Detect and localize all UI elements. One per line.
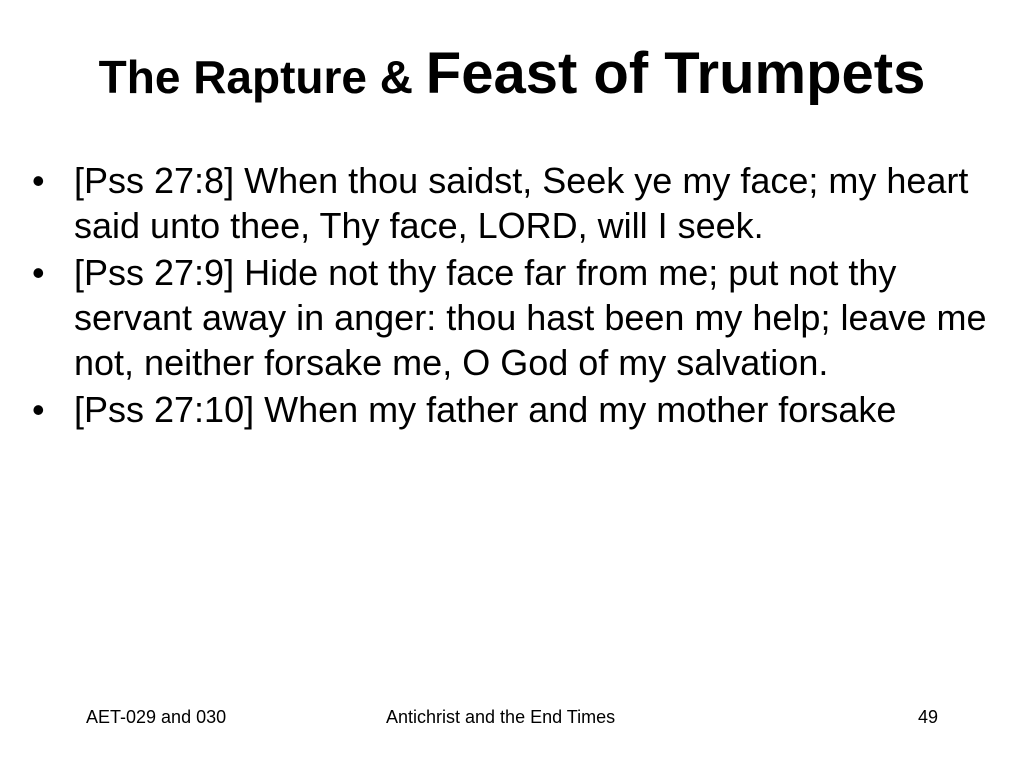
bullet-text: [Pss 27:9] Hide not thy face far from me; put not thy servant away in anger: thou hast been my help; leave me not, neither forsake me, O God of my salvation.: [74, 252, 987, 383]
bullet-item: [28, 250, 1003, 385]
footer-page-number: 49: [918, 707, 939, 727]
footer-presentation-title: Antichrist and the End Times: [386, 707, 616, 727]
bullet-item: [28, 158, 1003, 248]
bullet-list: [28, 158, 1003, 434]
bullet-glyph: •: [32, 160, 45, 201]
footer-course-code: AET-029 and 030: [86, 707, 227, 727]
bullet-glyph: •: [32, 252, 45, 293]
title-part-1: The Rapture &: [98, 51, 426, 103]
bullet-glyph: •: [32, 389, 45, 430]
bullet-text: [Pss 27:8] When thou saidst, Seek ye my face; my heart said unto thee, Thy face, LORD, will I seek.: [74, 160, 969, 246]
bullet-item: [28, 387, 1003, 432]
title-part-2: Feast of Trumpets: [425, 41, 926, 106]
bullet-text: [Pss 27:10] When my father and my mother forsake: [74, 389, 897, 430]
slide-title: [0, 42, 1024, 106]
